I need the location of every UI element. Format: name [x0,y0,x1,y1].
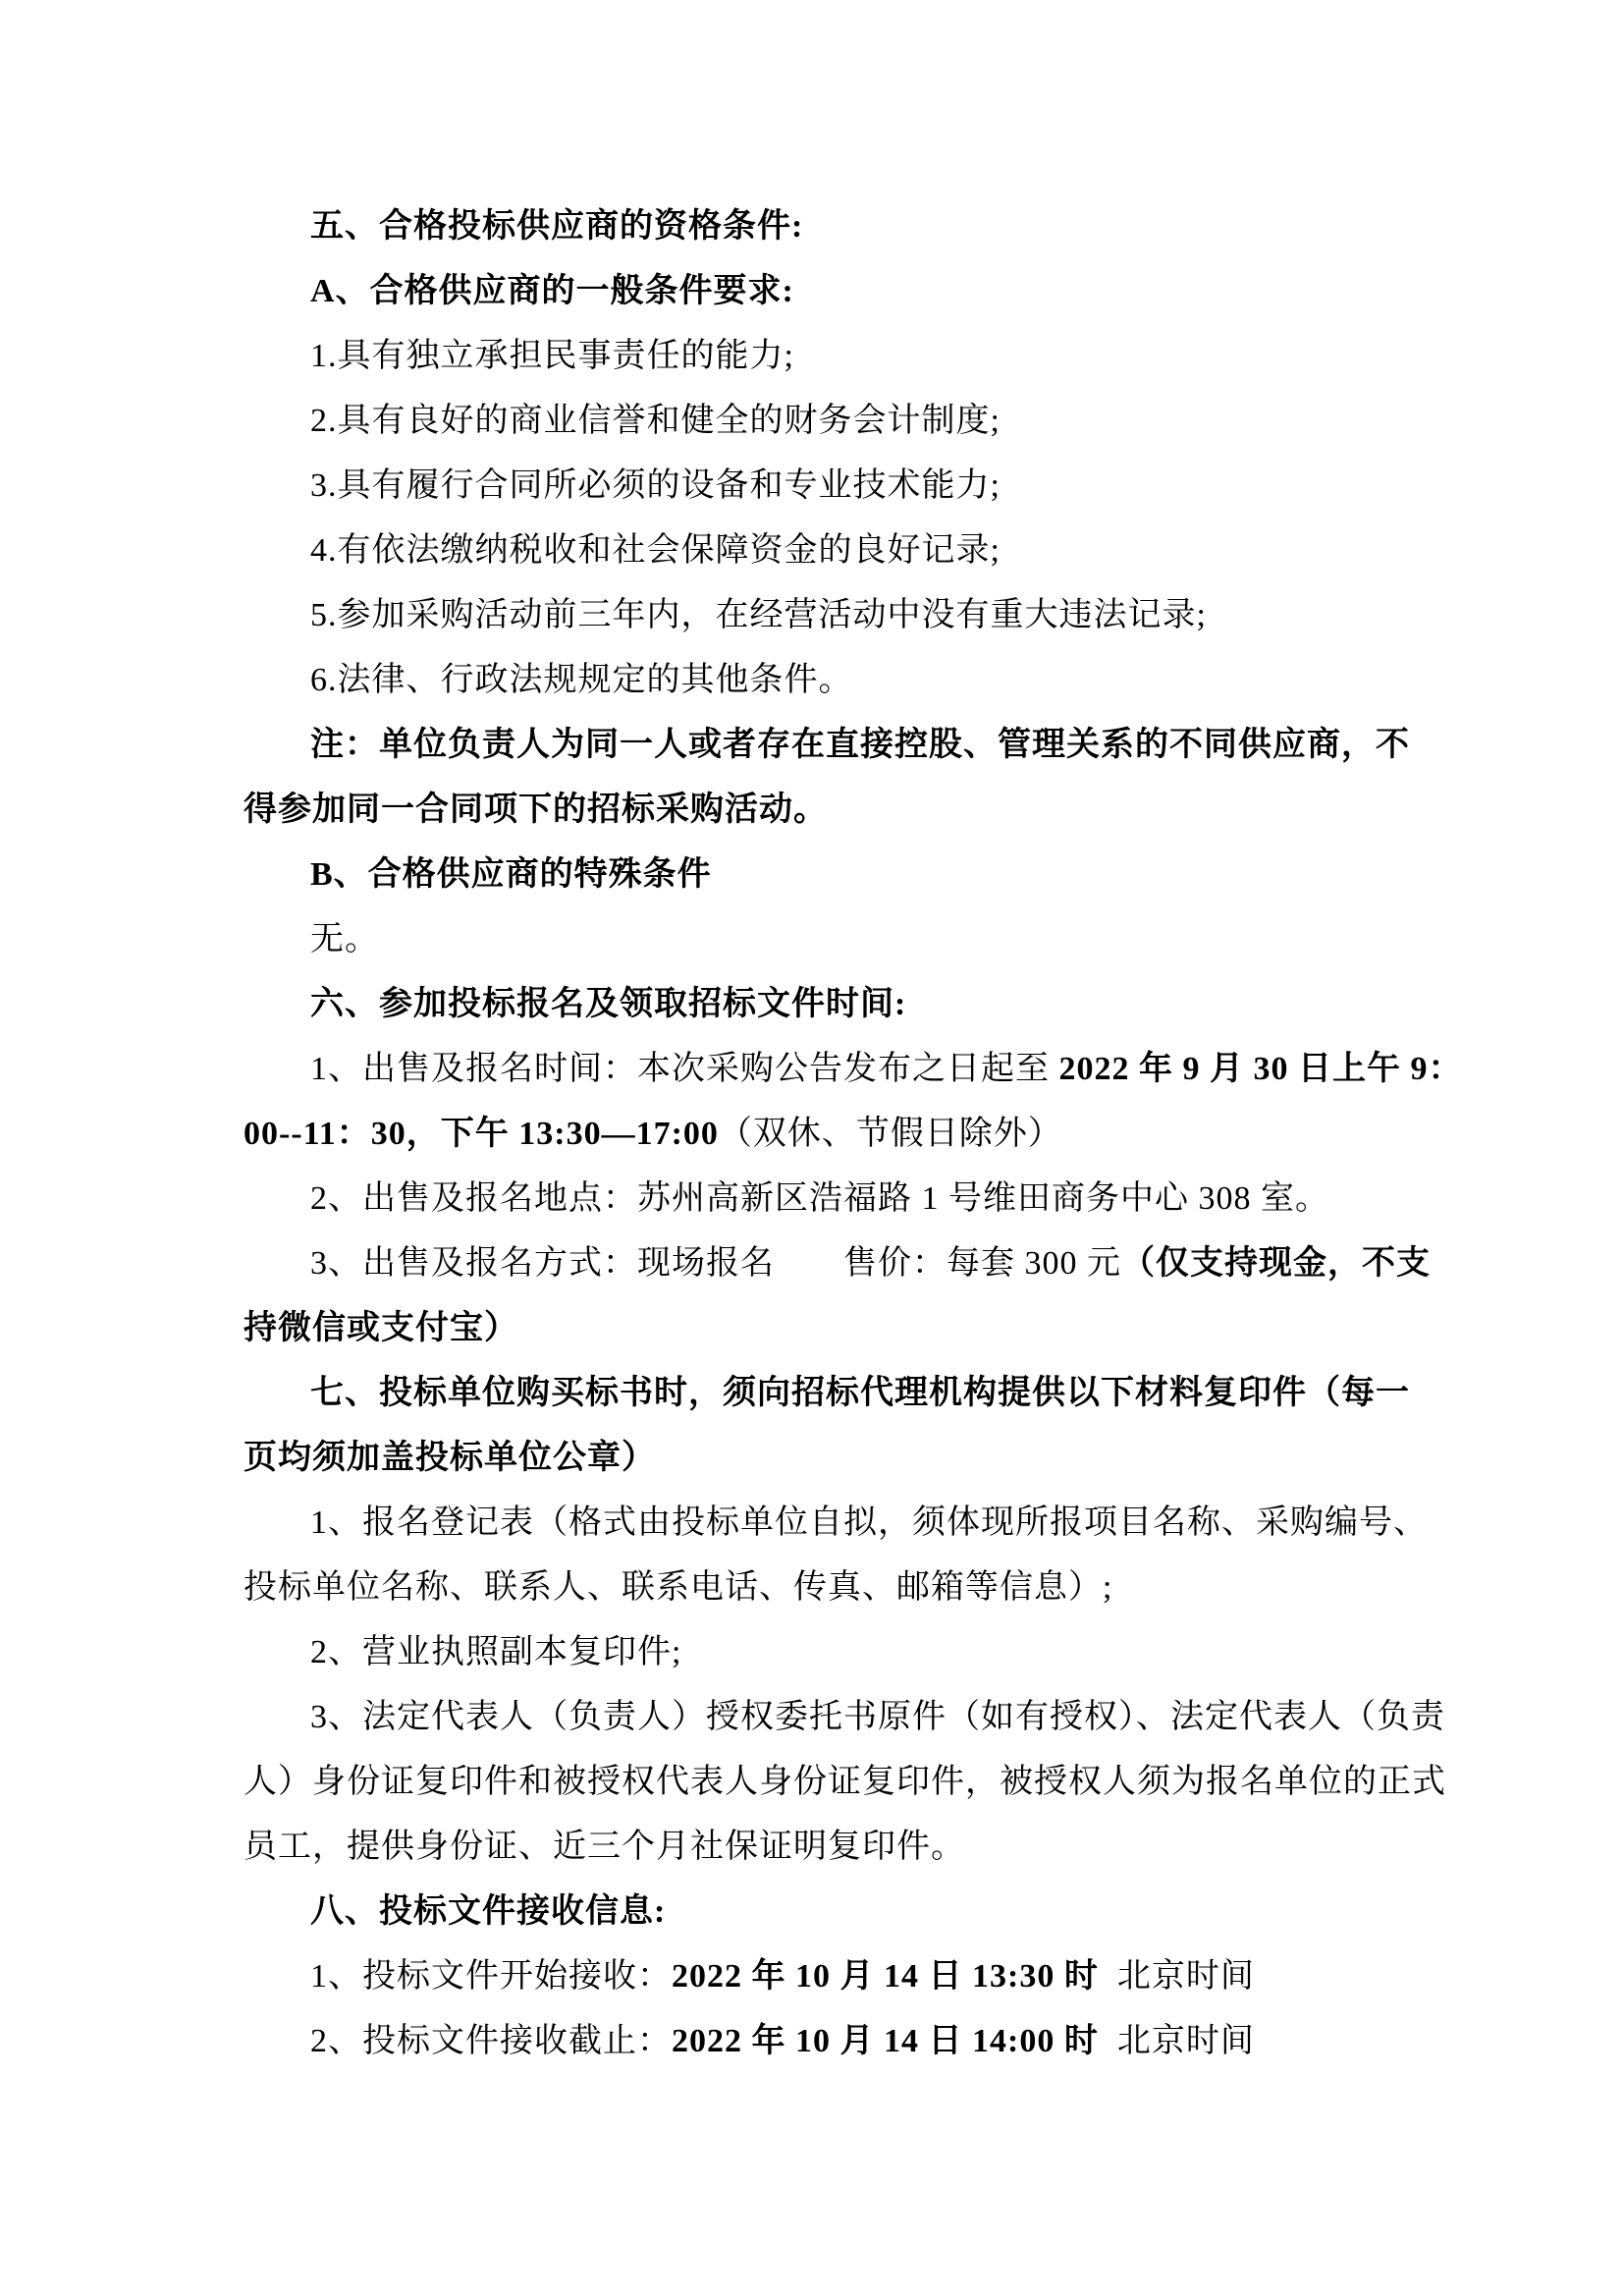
text-run: 2022 年 10 月 14 日 14:00 时 [672,2023,1099,2059]
text-run: 北京时间 [1098,2023,1255,2059]
text-run: 00--11：30，下午 13:30—17:00 [243,1116,719,1152]
text-run: 1、投标文件开始接收： [310,1958,672,1995]
heading-section-8 [243,1880,1471,1944]
item-7-1-line-1 [243,1491,1471,1556]
text-run: B、合格供应商的特殊条件 [310,856,712,893]
item-a-5 [243,583,1471,648]
item-6-2 [243,1167,1471,1231]
text-run: （双休、节假日除外） [718,1116,1062,1152]
item-6-1-line-2 [243,1102,1471,1167]
item-8-2 [243,2009,1471,2074]
text-run: 注：单位负责人为同一人或者存在直接控股、管理关系的不同供应商，不 [310,727,1410,763]
item-7-2 [243,1620,1471,1685]
text-run: 3、出售及报名方式：现场报名 售价：每套 300 元 [310,1245,1121,1282]
text-run: 持微信或支付宝） [243,1310,518,1346]
text-run: 3.具有履行合同所必须的设备和专业技术能力; [310,467,1001,504]
text-run: 人）身份证复印件和被授权代表人身份证复印件，被授权人须为报名单位的正式 [243,1764,1446,1800]
text-run: 得参加同一合同项下的招标采购活动。 [243,792,828,828]
note-line-1 [243,713,1471,778]
text-run: 2、营业执照副本复印件; [310,1634,682,1670]
heading-section-6 [243,972,1471,1037]
condition-b-none [243,907,1471,972]
text-run: A、合格供应商的一般条件要求: [310,273,794,309]
text-run: 3、法定代表人（负责人）授权委托书原件（如有授权）、法定代表人（负责 [310,1699,1445,1735]
text-run: 1、报名登记表（格式由投标单位自拟，须体现所报项目名称、采购编号、 [310,1504,1428,1541]
item-a-6 [243,648,1471,713]
text-run: 投标单位名称、联系人、联系电话、传真、邮箱等信息）; [243,1569,1113,1606]
item-7-3-line-2 [243,1750,1471,1815]
heading-section-7-line-2 [243,1426,1471,1491]
text-run: 员工，提供身份证、近三个月社保证明复印件。 [243,1829,965,1865]
text-run: 5.参加采购活动前三年内，在经营活动中没有重大违法记录; [310,597,1207,633]
item-8-1 [243,1944,1471,2009]
text-run: 1.具有独立承担民事责任的能力; [310,338,794,374]
note-line-2 [243,778,1471,843]
text-run: 2022 年 10 月 14 日 13:30 时 [672,1958,1099,1995]
heading-condition-a [243,259,1471,324]
item-6-3-line-2 [243,1296,1471,1361]
item-a-2 [243,389,1471,454]
item-6-1-line-1 [243,1037,1471,1102]
text-run: 无。 [310,921,379,957]
heading-condition-b [243,843,1471,907]
document-body [243,194,1471,2074]
text-run: 6.法律、行政法规规定的其他条件。 [310,662,853,698]
text-run: 七、投标单位购买标书时，须向招标代理机构提供以下材料复印件（每一 [310,1375,1410,1411]
item-7-1-line-2 [243,1556,1471,1620]
text-run: 2.具有良好的商业信誉和健全的财务会计制度; [310,403,1001,439]
text-run: 2、出售及报名地点：苏州高新区浩福路 1 号维田商务中心 308 室。 [310,1180,1329,1217]
item-6-3-line-1 [243,1231,1471,1296]
text-run: 页均须加盖投标单位公章） [243,1440,656,1476]
heading-section-7-line-1 [243,1361,1471,1426]
text-run: 北京时间 [1098,1958,1255,1995]
text-run: 2、投标文件接收截止： [310,2023,672,2059]
item-a-4 [243,519,1471,583]
item-7-3-line-3 [243,1815,1471,1880]
text-run: （仅支持现金，不支 [1121,1245,1431,1282]
text-run: 五、合格投标供应商的资格条件: [310,208,804,245]
item-a-3 [243,454,1471,519]
text-run: 4.有依法缴纳税收和社会保障资金的良好记录; [310,532,1001,569]
text-run: 1、出售及报名时间：本次采购公告发布之日起至 [310,1051,1059,1087]
text-run: 六、参加投标报名及领取招标文件时间: [310,986,907,1022]
text-run: 八、投标文件接收信息: [310,1893,667,1930]
item-a-1 [243,324,1471,389]
text-run: 2022 年 9 月 30 日上午 9： [1058,1051,1463,1087]
item-7-3-line-1 [243,1685,1471,1750]
heading-section-5 [243,194,1471,259]
